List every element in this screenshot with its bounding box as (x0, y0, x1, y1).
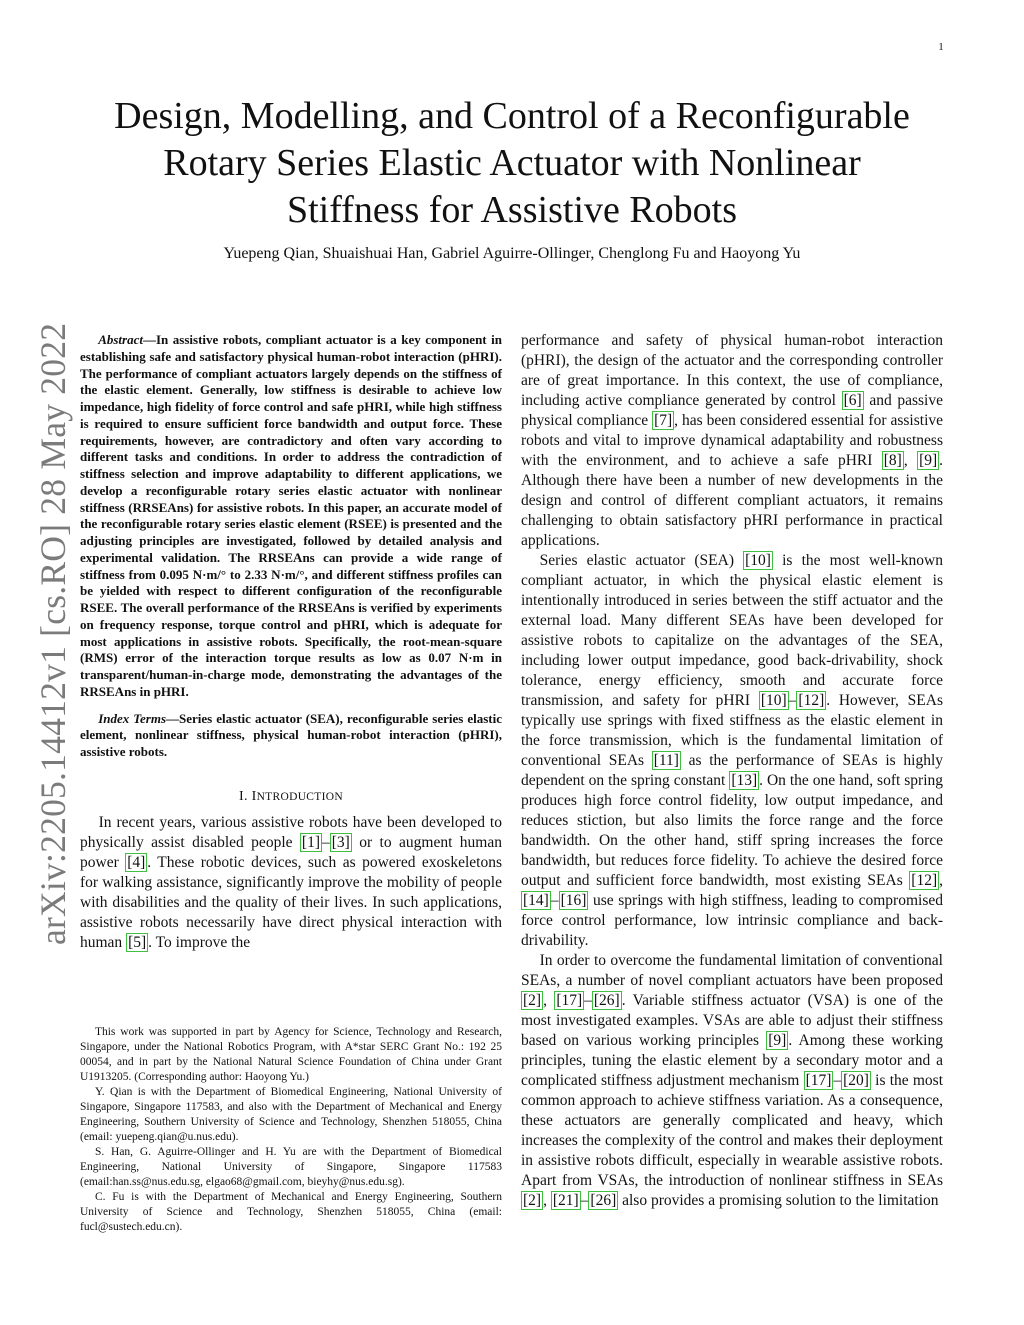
arxiv-stamp: arXiv:2205.14412v1 [cs.RO] 28 May 2022 (33, 322, 73, 945)
section-numeral: I. (239, 788, 252, 804)
author-list: Yuepeng Qian, Shuaishuai Han, Gabriel Aguirre-Ollinger, Chenglong Fu and Haoyong Yu (223, 245, 801, 262)
intro-body (80, 813, 502, 953)
paragraph-vsa (521, 951, 943, 1211)
citation-link[interactable]: [17] (805, 1072, 832, 1089)
text-run: . Although there have been a number of new developments in the design and control of different compliant actuators, it remains challenging to obtain satisfactory pHRI performance in practical applications. (521, 452, 944, 549)
page-number: 1 (938, 41, 944, 53)
abstract-block (80, 332, 502, 761)
citation-link[interactable]: [17] (556, 992, 583, 1009)
citation-link[interactable]: [10] (745, 552, 771, 569)
footnotes (80, 1025, 502, 1235)
text-run: , has been considered essential for assistive robots and vital to improve dynamical adaptability and robustness with the environment, and to achieve a safe pHRI (521, 412, 944, 469)
citation-link[interactable]: [7] (654, 412, 673, 429)
text-run: . To improve the (148, 933, 251, 951)
index-terms-text: —Series elastic actuator (SEA), reconfigurable series elastic element, nonlinear stiffness, physical human-robot interaction (pHRI), assistive robots. (80, 710, 502, 759)
citation-link[interactable]: [5] (128, 933, 147, 951)
citation-link[interactable]: [14] (523, 892, 549, 909)
index-terms-paragraph (80, 711, 502, 761)
text-run: In recent years, various assistive robots have been developed to physically assist disabled people (80, 813, 502, 851)
title-line-2: Rotary Series Elastic Actuator with Nonlinear (163, 142, 861, 184)
section-title-rest: NTRODUCTION (256, 790, 343, 803)
citation-link[interactable]: [10] (760, 692, 787, 709)
text-run: – (833, 1072, 842, 1089)
text-run: Series elastic actuator (SEA) (539, 552, 744, 569)
text-run: , (543, 1192, 551, 1209)
text-run: . Variable stiffness actuator (VSA) is one of the most investigated examples. VSAs are able to adjust their stiffness based on various working principles (521, 992, 943, 1049)
text-run: use springs with high stiffness, leading to compromised force control performance, low intrinsic compliance and back-drivability. (521, 892, 943, 949)
citation-link[interactable]: [8] (883, 452, 902, 469)
text-run: as the performance of SEAs is highly dependent on the spring constant (521, 752, 943, 789)
intro-paragraph (80, 813, 502, 953)
citation-link[interactable]: [3] (331, 833, 350, 851)
text-run: , (903, 452, 918, 469)
text-run: , (543, 992, 555, 1009)
footnote-affiliation-han: S. Han, G. Aguirre-Ollinger and H. Yu are with the Department of Biomedical Engineering, National University of Singapore, Singapore 117583 (email:han.ss@nus.edu.sg, elgao68@gmail.com, bieyhy@nus.edu.sg). (80, 1146, 502, 1188)
abstract-text: —In assistive robots, compliant actuator is a key component in establishing safe and satisfactory physical human-robot interaction (pHRI). The performance of compliant actuators largely depends on the stiffness of the elastic element. Generally, low stiffness is desirable to achieve low impedance, high fidelity of force control and safe pHRI, while high stiffness is required to ensure sufficient force bandwidth and output force. These requirements, however, are contradictory and often vary according to different tasks and conditions. In order to address the contradiction of stiffness selection and improve adaptability to different applications, we develop a reconfigurable rotary series elastic actuator with nonlinear stiffness (RRSEAns) for assistive robots. In this paper, an accurate model of the reconfigurable rotary series elastic element (RSEE) is presented and the adjusting principles are investigated, followed by detailed analysis and experimental validation. The RRSEAns can provide a wide range of stiffness from 0.095 N·m/° to 2.33 N·m/°, and different stiffness profiles can be yielded with respect to different configuration of the reconfigurable RSEE. The overall performance of the RRSEAns is verified by experiments on frequency response, torque control and pHRI, which is adequate for most applications in assistive robots. Specifically, the root-mean-square (RMS) error of the interaction torque results as low as 0.07 N·m in transparent/human-in-charge mode, demonstrating the advantages of the RRSEAns in pHRI. (80, 332, 502, 699)
paragraph-sea (521, 551, 943, 951)
citation-link[interactable]: [21] (552, 1192, 579, 1209)
text-run: is the most well-known compliant actuator, in which the physical elastic element is intentionally introduced in series between the stiff actuator and the external load. Many different SEAs have been developed for assistive robots to capitalize on the advantages of the SEA, including lower output impedance, good back-drivability, shock tolerance, energy efficiency, smooth and accurate force transmission, and safety for pHRI (521, 552, 943, 709)
text-run: – (322, 833, 330, 851)
abstract-paragraph (80, 332, 502, 701)
section-heading-introduction (80, 789, 502, 805)
citation-link[interactable]: [13] (731, 772, 758, 789)
text-run: – (788, 692, 797, 709)
text-run: . However, SEAs typically use springs with fixed stiffness as the elastic element in the force transmission, which is the fundamental limitation of conventional SEAs (521, 692, 943, 769)
text-run: – (580, 1192, 589, 1209)
section-first-letter: I (251, 788, 257, 804)
paragraph-pHRI (521, 331, 943, 551)
citation-link[interactable]: [4] (127, 853, 146, 871)
citation-link[interactable]: [11] (653, 752, 679, 769)
text-run: . Among these working principles, tuning the elastic element by a secondary motor and a complicated stiffness adjustment mechanism (521, 1032, 943, 1089)
index-terms-label: Index Terms (98, 710, 167, 726)
citation-link[interactable]: [9] (919, 452, 938, 469)
title-line-1: Design, Modelling, and Control of a Reconfigurable (114, 95, 910, 137)
right-column (521, 331, 943, 1211)
footnote-funding: This work was supported in part by Agency for Science, Technology and Research, Singapore, under the National Robotics Program, with A*star SERC Grant No.: 192 25 00054, and in part by the National Natural Science Foundation of China under Grant U1913205. (Corresponding author: Haoyong Yu.) (80, 1026, 502, 1083)
citation-link[interactable]: [26] (593, 992, 620, 1009)
text-run: – (550, 892, 559, 909)
text-run: – (584, 992, 592, 1009)
paper-title (40, 93, 984, 234)
text-run: or to augment human power (80, 833, 502, 871)
text-run: In order to overcome the fundamental limitation of conventional SEAs, a number of novel compliant actuators have been proposed (521, 952, 943, 989)
title-line-3: Stiffness for Assistive Robots (286, 189, 738, 231)
text-run: , (939, 872, 943, 889)
citation-link[interactable]: [12] (911, 872, 938, 889)
citation-link[interactable]: [20] (843, 1072, 869, 1089)
citation-link[interactable]: [1] (301, 833, 320, 851)
footnote-affiliation-fu: C. Fu is with the Department of Mechanical and Energy Engineering, Southern University of Science and Technology, Shenzhen 518055, China (email: fucl@sustech.edu.cn). (80, 1191, 502, 1233)
citation-link[interactable]: [2] (523, 992, 542, 1009)
text-run: is the most common approach to achieve stiffness variation. As a consequence, these actuators are generally complicated and heavy, which increases the complexity of the control and makes their deployment in assistive robots difficult, especially in wearable assistive robots. Apart from VSAs, the introduction of nonlinear stiffness in SEAs (521, 1072, 944, 1189)
citation-link[interactable]: [26] (590, 1192, 617, 1209)
citation-link[interactable]: [12] (798, 692, 825, 709)
footnote-affiliation-qian: Y. Qian is with the Department of Biomedical Engineering, National University of Singapore, Singapore 117583, and also with the Department of Mechanical and Energy Engineering, Southern University of Science and Technology, Shenzhen 518055, China (email: yuepeng.qian@u.nus.edu). (80, 1086, 502, 1143)
citation-link[interactable]: [2] (523, 1192, 542, 1209)
citation-link[interactable]: [9] (768, 1032, 787, 1049)
text-run: . These robotic devices, such as powered exoskeletons for walking assistance, significantly improve the mobility of people with disabilities and the quality of their lives. In such applications, assistive robots necessarily have direct physical interaction with human (80, 853, 502, 951)
citation-link[interactable]: [16] (560, 892, 587, 909)
abstract-label: Abstract (98, 332, 143, 347)
text-run: also provides a promising solution to the limitation (618, 1192, 939, 1209)
text-run: . On the one hand, soft spring produces high force control fidelity, low output impedance, and reduces stiction, but also limits the force range and the force bandwidth. On the other hand, stiff spring increases the force bandwidth, but reduces force fidelity. To achieve the desired force output and sufficient force bandwidth, most existing SEAs (521, 772, 943, 889)
text-run: and passive physical compliance (521, 392, 943, 429)
citation-link[interactable]: [6] (843, 392, 862, 409)
text-run: performance and safety of physical human-robot interaction (pHRI), the design of the actuator and the corresponding controller are of great importance. In this context, the use of compliance, including active compliance generated by control (521, 332, 943, 409)
left-column (80, 332, 502, 953)
